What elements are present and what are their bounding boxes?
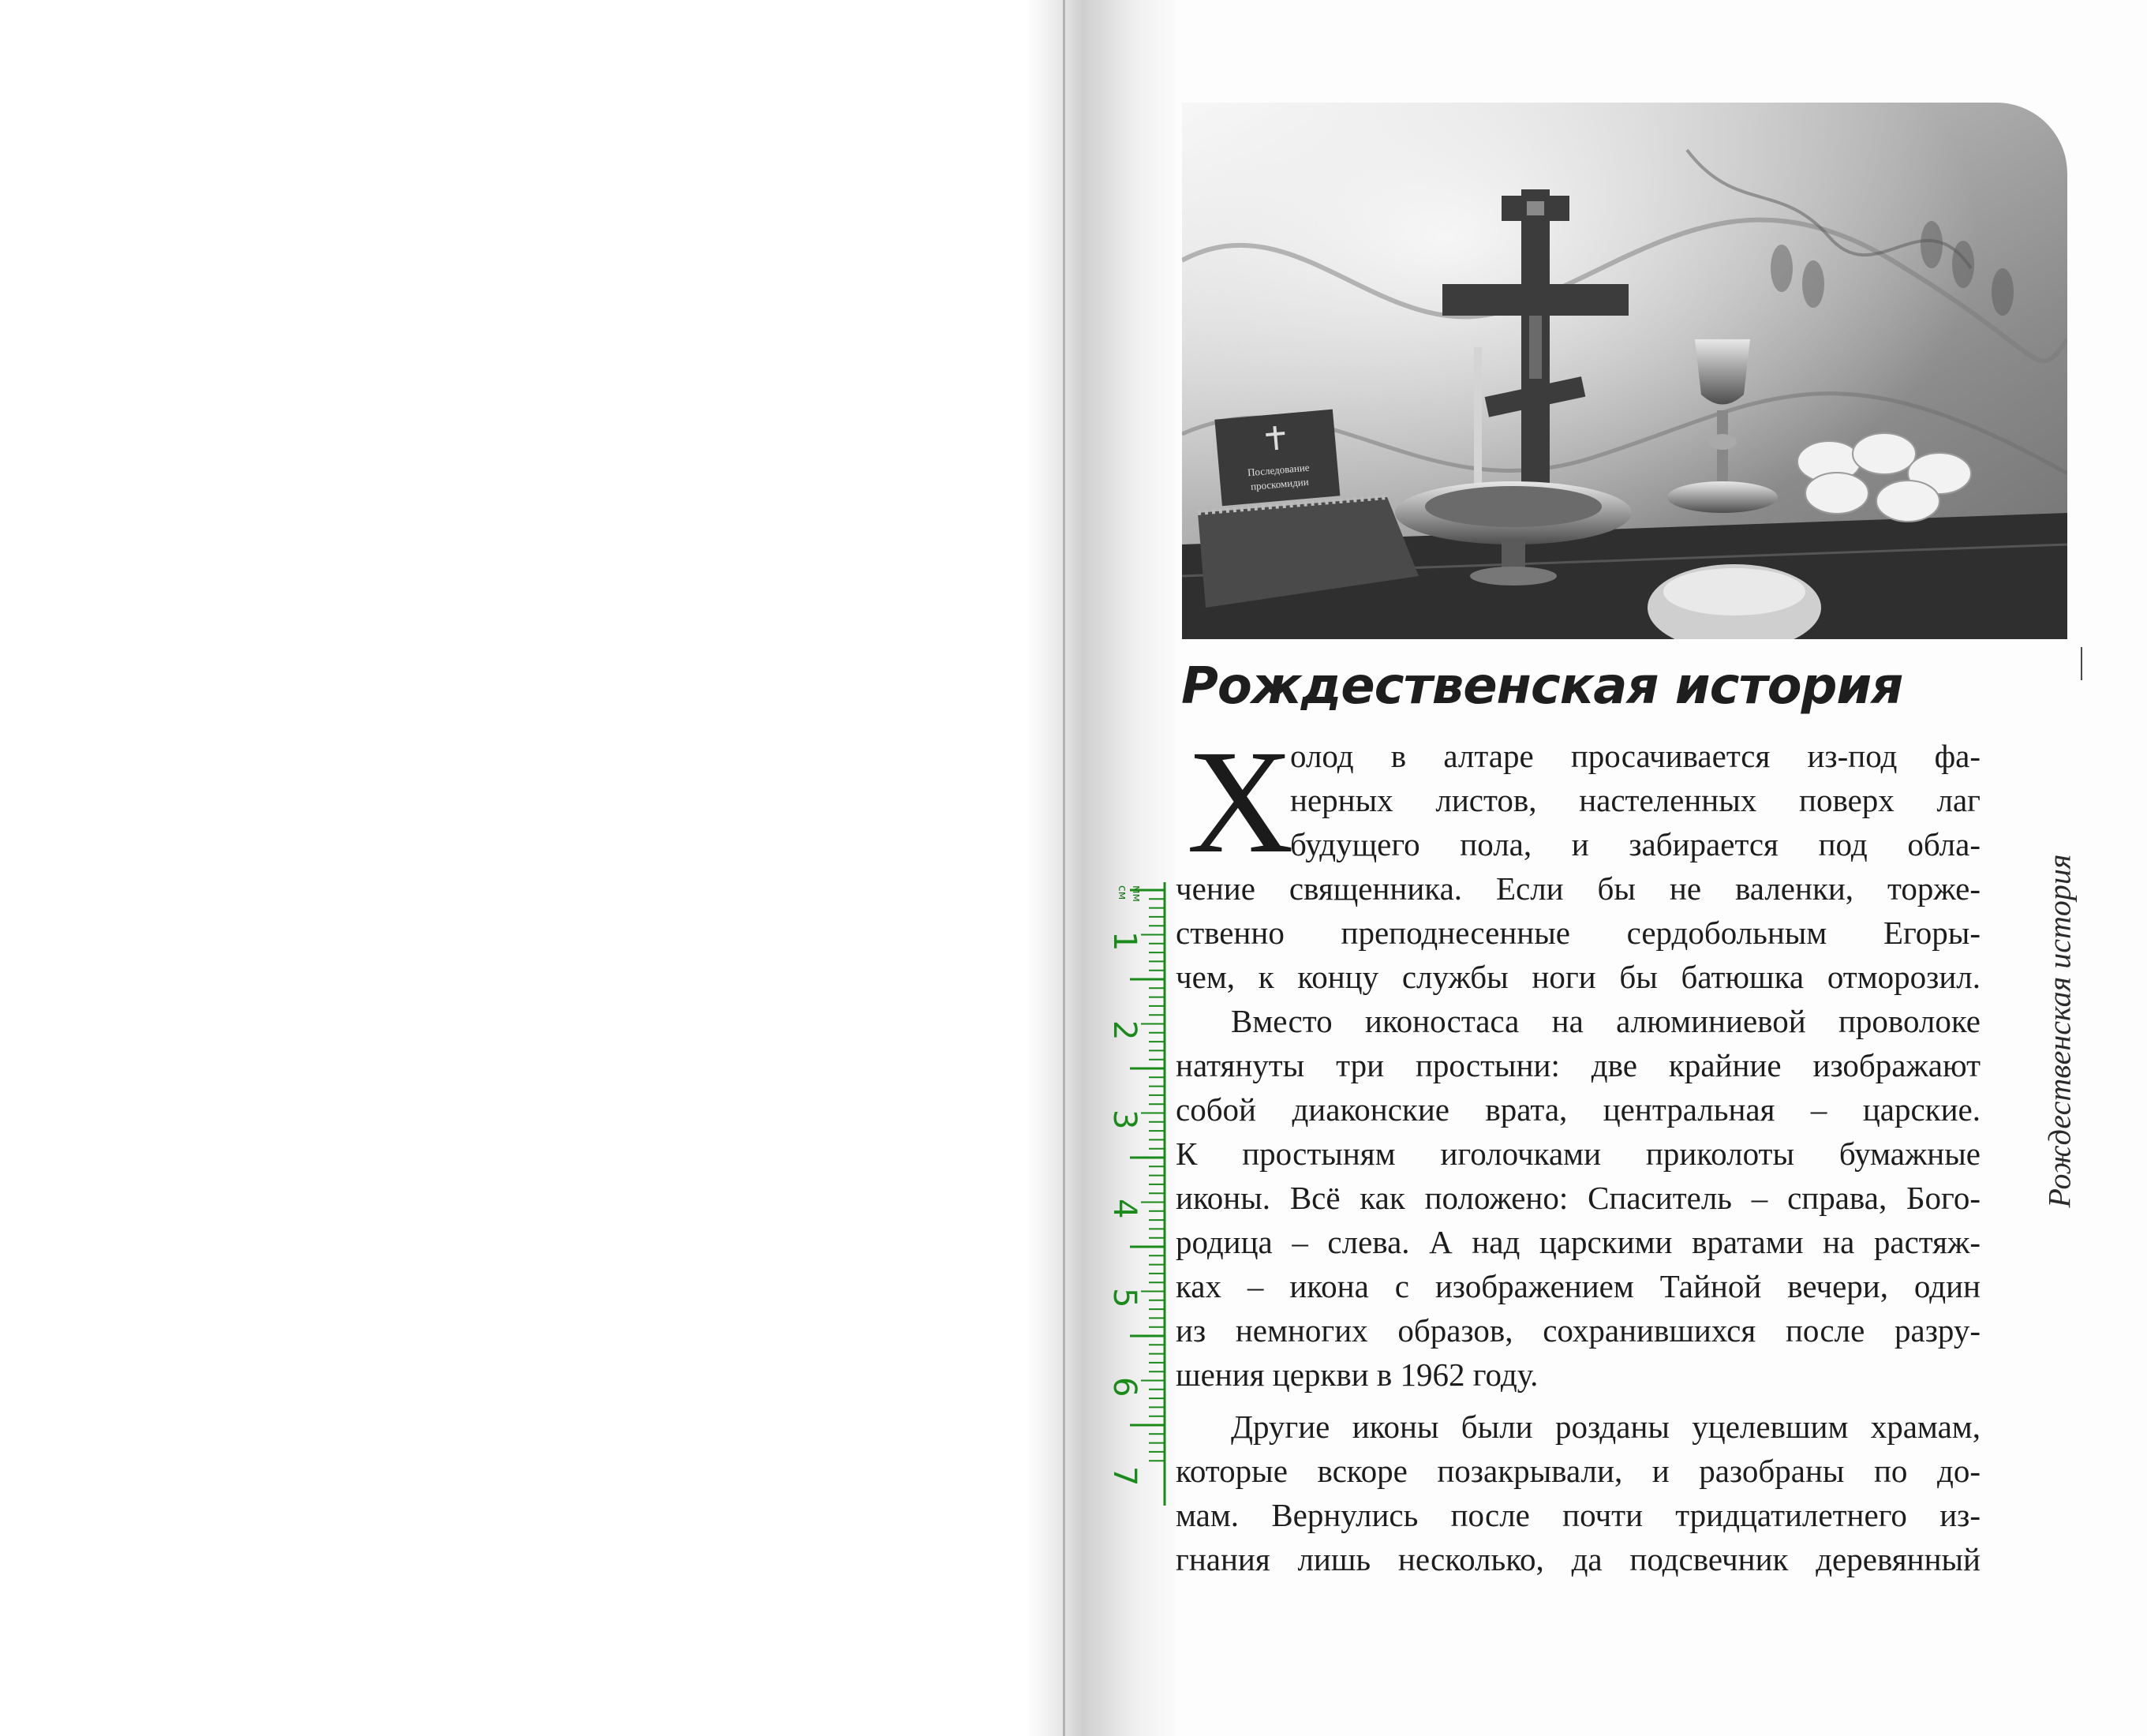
scan-ruler <box>1120 882 1168 1506</box>
text-line: натянуты три простыни: две крайние изображают <box>1176 1047 1981 1083</box>
book-label-line1: Последование <box>1247 461 1311 479</box>
text-line: из немногих образов, сохранившихся после разру- <box>1176 1312 1981 1349</box>
text-line: Вместо иконостаса на алюминиевой проволоке <box>1231 1003 1981 1039</box>
text-line: ках – икона с изображением Тайной вечери, один <box>1176 1268 1981 1304</box>
running-head-text: Рождественская история <box>2041 854 2078 1208</box>
ruler-unit-cm: см <box>1116 885 1128 900</box>
text-line: ственно преподнесенные сердобольным Егоры- <box>1176 915 1981 951</box>
text-line: чение священника. Если бы не валенки, торже- <box>1176 870 1981 907</box>
altar-photo-illustration <box>1182 103 2067 639</box>
body-text <box>1176 734 1981 1581</box>
text-line: которые вскоре позакрывали, и разобраны по до- <box>1176 1453 1981 1489</box>
left-blank-page <box>0 0 1053 1736</box>
text-line: шения церкви в 1962 году. <box>1176 1356 1539 1393</box>
ruler-unit-mm: мм <box>1130 885 1143 903</box>
drop-cap: Х <box>1187 719 1294 884</box>
text-line: нерных листов, настеленных поверх лаг <box>1290 782 1981 818</box>
text-line: родица – слева. А над царскими вратами на растяж- <box>1176 1224 1981 1260</box>
ruler-ticks <box>1120 882 1168 1506</box>
gutter-fold-line <box>1063 0 1065 1736</box>
ruler-number: 1 <box>1106 931 1143 952</box>
ruler-number: 6 <box>1106 1377 1143 1397</box>
text-line: мам. Вернулись после почти тридцатилетнего из- <box>1176 1497 1981 1533</box>
paragraph-gap <box>1176 1397 1981 1405</box>
text-line: К простыням иголочками приколоты бумажные <box>1176 1136 1981 1172</box>
text-line: чем, к концу службы ноги бы батюшка отморозил. <box>1176 959 1981 995</box>
ruler-number: 7 <box>1106 1466 1143 1487</box>
text-line: Другие иконы были розданы уцелевшим храмам, <box>1231 1409 1981 1445</box>
ruler-number: 2 <box>1106 1020 1143 1041</box>
running-head-rule <box>2081 647 2082 680</box>
text-line: олод в алтаре просачивается из-под фа- <box>1290 738 1981 774</box>
altar-photo <box>1182 103 2067 639</box>
ruler-number: 4 <box>1106 1199 1143 1219</box>
text-line: собой диаконские врата, центральная – царские. <box>1176 1091 1981 1128</box>
ruler-number: 3 <box>1106 1109 1143 1130</box>
text-line: иконы. Всё как положено: Спаситель – справа, Бого- <box>1176 1180 1981 1216</box>
ruler-number: 5 <box>1106 1288 1143 1308</box>
text-line: будущего пола, и забирается под обла- <box>1290 826 1981 862</box>
chapter-title: Рождественская история <box>1181 657 1903 716</box>
book-label-line2: проскомидии <box>1250 475 1310 493</box>
text-line: гнания лишь несколько, да подсвечник деревянный <box>1176 1541 1981 1577</box>
